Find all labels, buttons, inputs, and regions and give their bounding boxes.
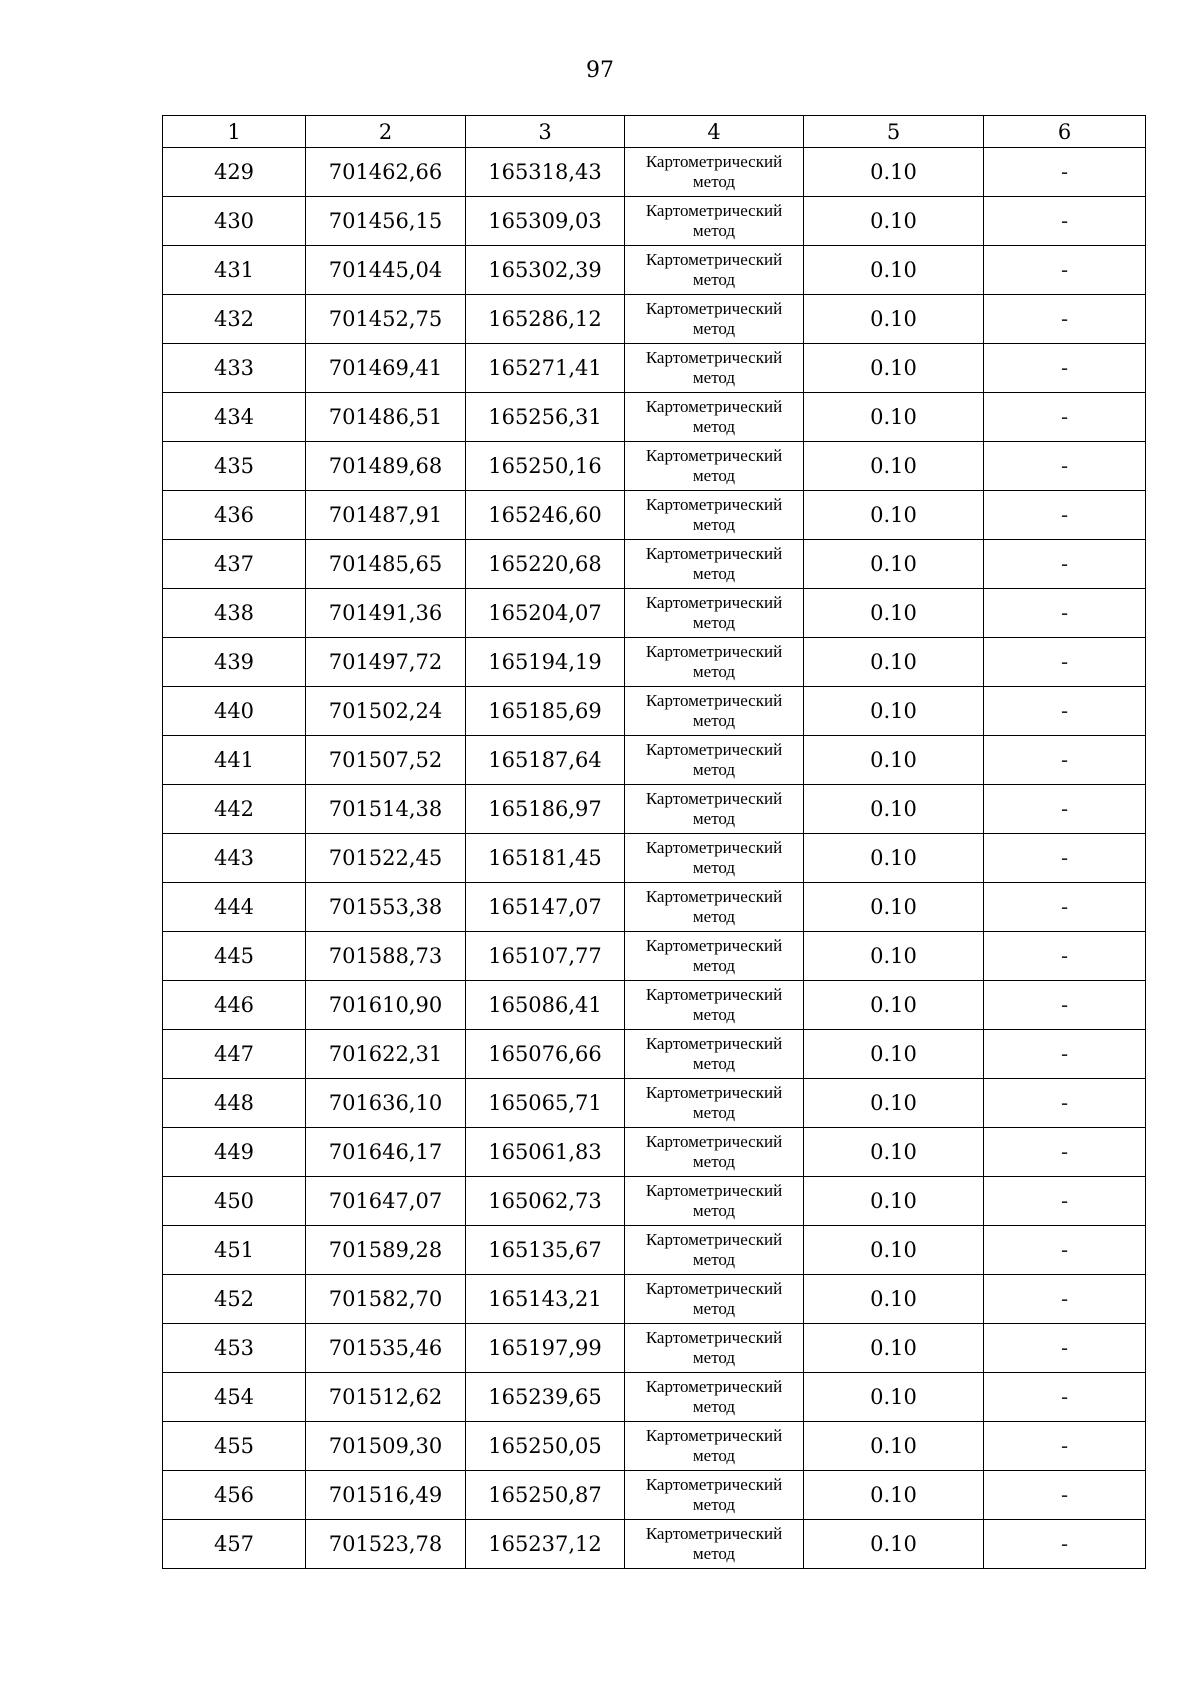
- method-line-1: Картометрический: [645, 936, 783, 955]
- method-line-2: метод: [692, 1446, 736, 1465]
- x-coordinate-cell: 701522,45: [306, 834, 466, 883]
- x-coordinate-cell: 701589,28: [306, 1226, 466, 1275]
- y-coordinate-cell: 165239,65: [466, 1373, 625, 1422]
- method-line-2: метод: [692, 662, 736, 681]
- accuracy-cell: 0.10: [804, 197, 984, 246]
- table-row: [163, 344, 1146, 393]
- note-cell: -: [984, 1373, 1146, 1422]
- note-cell: -: [984, 197, 1146, 246]
- note-cell: -: [984, 1520, 1146, 1569]
- table-row: [163, 1471, 1146, 1520]
- coordinates-table: [162, 115, 1146, 1569]
- x-coordinate-cell: 701622,31: [306, 1030, 466, 1079]
- column-header: 2: [306, 116, 466, 148]
- accuracy-cell: 0.10: [804, 1275, 984, 1324]
- x-coordinate-cell: 701514,38: [306, 785, 466, 834]
- method-line-2: метод: [692, 466, 736, 485]
- method-line-1: Картометрический: [645, 1132, 783, 1151]
- method-line-1: Картометрический: [645, 593, 783, 612]
- table-row: [163, 1226, 1146, 1275]
- method-cell: [625, 1177, 804, 1226]
- x-coordinate-cell: 701535,46: [306, 1324, 466, 1373]
- y-coordinate-cell: 165204,07: [466, 589, 625, 638]
- x-coordinate-cell: 701452,75: [306, 295, 466, 344]
- y-coordinate-cell: 165143,21: [466, 1275, 625, 1324]
- method-cell: [625, 981, 804, 1030]
- y-coordinate-cell: 165246,60: [466, 491, 625, 540]
- x-coordinate-cell: 701553,38: [306, 883, 466, 932]
- point-number-cell: 449: [163, 1128, 306, 1177]
- accuracy-cell: 0.10: [804, 295, 984, 344]
- note-cell: -: [984, 246, 1146, 295]
- y-coordinate-cell: 165086,41: [466, 981, 625, 1030]
- table-row: [163, 295, 1146, 344]
- accuracy-cell: 0.10: [804, 1471, 984, 1520]
- x-coordinate-cell: 701456,15: [306, 197, 466, 246]
- method-line-1: Картометрический: [645, 397, 783, 416]
- method-cell: [625, 1275, 804, 1324]
- table-row: [163, 1324, 1146, 1373]
- method-cell: [625, 540, 804, 589]
- accuracy-cell: 0.10: [804, 148, 984, 197]
- column-header: 4: [625, 116, 804, 148]
- method-cell: [625, 148, 804, 197]
- method-line-1: Картометрический: [645, 348, 783, 367]
- y-coordinate-cell: 165062,73: [466, 1177, 625, 1226]
- table-row: [163, 540, 1146, 589]
- point-number-cell: 450: [163, 1177, 306, 1226]
- method-cell: [625, 393, 804, 442]
- point-number-cell: 442: [163, 785, 306, 834]
- note-cell: -: [984, 883, 1146, 932]
- method-line-1: Картометрический: [645, 299, 783, 318]
- note-cell: -: [984, 344, 1146, 393]
- method-line-1: Картометрический: [645, 887, 783, 906]
- y-coordinate-cell: 165061,83: [466, 1128, 625, 1177]
- method-line-2: метод: [692, 270, 736, 289]
- point-number-cell: 437: [163, 540, 306, 589]
- method-line-1: Картометрический: [645, 1181, 783, 1200]
- method-line-2: метод: [692, 809, 736, 828]
- x-coordinate-cell: 701582,70: [306, 1275, 466, 1324]
- method-cell: [625, 197, 804, 246]
- accuracy-cell: 0.10: [804, 1373, 984, 1422]
- accuracy-cell: 0.10: [804, 736, 984, 785]
- method-line-2: метод: [692, 1299, 736, 1318]
- note-cell: -: [984, 785, 1146, 834]
- method-line-2: метод: [692, 1348, 736, 1367]
- point-number-cell: 443: [163, 834, 306, 883]
- note-cell: -: [984, 1275, 1146, 1324]
- method-line-2: метод: [692, 564, 736, 583]
- point-number-cell: 434: [163, 393, 306, 442]
- table-row: [163, 1079, 1146, 1128]
- point-number-cell: 456: [163, 1471, 306, 1520]
- y-coordinate-cell: 165309,03: [466, 197, 625, 246]
- note-cell: -: [984, 687, 1146, 736]
- accuracy-cell: 0.10: [804, 834, 984, 883]
- note-cell: -: [984, 442, 1146, 491]
- x-coordinate-cell: 701491,36: [306, 589, 466, 638]
- point-number-cell: 438: [163, 589, 306, 638]
- accuracy-cell: 0.10: [804, 344, 984, 393]
- table-row: [163, 883, 1146, 932]
- table-row: [163, 736, 1146, 785]
- method-cell: [625, 736, 804, 785]
- point-number-cell: 439: [163, 638, 306, 687]
- table-row: [163, 932, 1146, 981]
- method-cell: [625, 1128, 804, 1177]
- method-line-1: Картометрический: [645, 1034, 783, 1053]
- method-cell: [625, 932, 804, 981]
- y-coordinate-cell: 165250,16: [466, 442, 625, 491]
- method-cell: [625, 785, 804, 834]
- y-coordinate-cell: 165076,66: [466, 1030, 625, 1079]
- method-cell: [625, 1422, 804, 1471]
- point-number-cell: 452: [163, 1275, 306, 1324]
- point-number-cell: 445: [163, 932, 306, 981]
- method-cell: [625, 1030, 804, 1079]
- method-line-2: метод: [692, 417, 736, 436]
- table-row: [163, 1030, 1146, 1079]
- point-number-cell: 441: [163, 736, 306, 785]
- accuracy-cell: 0.10: [804, 1030, 984, 1079]
- note-cell: -: [984, 638, 1146, 687]
- x-coordinate-cell: 701523,78: [306, 1520, 466, 1569]
- note-cell: -: [984, 148, 1146, 197]
- table-row: [163, 491, 1146, 540]
- method-line-1: Картометрический: [645, 152, 783, 171]
- method-line-1: Картометрический: [645, 201, 783, 220]
- note-cell: -: [984, 1128, 1146, 1177]
- method-line-1: Картометрический: [645, 1083, 783, 1102]
- method-line-2: метод: [692, 1201, 736, 1220]
- method-line-2: метод: [692, 368, 736, 387]
- y-coordinate-cell: 165271,41: [466, 344, 625, 393]
- column-header: 5: [804, 116, 984, 148]
- point-number-cell: 455: [163, 1422, 306, 1471]
- method-line-2: метод: [692, 1495, 736, 1514]
- y-coordinate-cell: 165185,69: [466, 687, 625, 736]
- note-cell: -: [984, 1471, 1146, 1520]
- point-number-cell: 436: [163, 491, 306, 540]
- accuracy-cell: 0.10: [804, 393, 984, 442]
- table-row: [163, 589, 1146, 638]
- point-number-cell: 457: [163, 1520, 306, 1569]
- x-coordinate-cell: 701462,66: [306, 148, 466, 197]
- x-coordinate-cell: 701469,41: [306, 344, 466, 393]
- method-cell: [625, 1226, 804, 1275]
- column-header: 3: [466, 116, 625, 148]
- method-line-2: метод: [692, 1544, 736, 1563]
- accuracy-cell: 0.10: [804, 1128, 984, 1177]
- table-row: [163, 442, 1146, 491]
- table-row: [163, 393, 1146, 442]
- method-line-1: Картометрический: [645, 1475, 783, 1494]
- table-row: [163, 981, 1146, 1030]
- y-coordinate-cell: 165302,39: [466, 246, 625, 295]
- method-line-2: метод: [692, 1005, 736, 1024]
- method-line-1: Картометрический: [645, 642, 783, 661]
- accuracy-cell: 0.10: [804, 981, 984, 1030]
- method-cell: [625, 834, 804, 883]
- table-row: [163, 687, 1146, 736]
- method-cell: [625, 491, 804, 540]
- note-cell: -: [984, 1079, 1146, 1128]
- accuracy-cell: 0.10: [804, 785, 984, 834]
- method-cell: [625, 1373, 804, 1422]
- method-line-1: Картометрический: [645, 1328, 783, 1347]
- point-number-cell: 430: [163, 197, 306, 246]
- method-cell: [625, 589, 804, 638]
- method-line-1: Картометрический: [645, 1230, 783, 1249]
- x-coordinate-cell: 701486,51: [306, 393, 466, 442]
- accuracy-cell: 0.10: [804, 442, 984, 491]
- point-number-cell: 454: [163, 1373, 306, 1422]
- accuracy-cell: 0.10: [804, 1422, 984, 1471]
- method-cell: [625, 295, 804, 344]
- point-number-cell: 451: [163, 1226, 306, 1275]
- table-row: [163, 246, 1146, 295]
- table-row: [163, 1275, 1146, 1324]
- point-number-cell: 432: [163, 295, 306, 344]
- accuracy-cell: 0.10: [804, 883, 984, 932]
- column-header: 6: [984, 116, 1146, 148]
- x-coordinate-cell: 701610,90: [306, 981, 466, 1030]
- y-coordinate-cell: 165135,67: [466, 1226, 625, 1275]
- x-coordinate-cell: 701502,24: [306, 687, 466, 736]
- y-coordinate-cell: 165237,12: [466, 1520, 625, 1569]
- accuracy-cell: 0.10: [804, 932, 984, 981]
- x-coordinate-cell: 701588,73: [306, 932, 466, 981]
- point-number-cell: 433: [163, 344, 306, 393]
- point-number-cell: 444: [163, 883, 306, 932]
- method-line-2: метод: [692, 1152, 736, 1171]
- x-coordinate-cell: 701512,62: [306, 1373, 466, 1422]
- x-coordinate-cell: 701646,17: [306, 1128, 466, 1177]
- note-cell: -: [984, 1177, 1146, 1226]
- accuracy-cell: 0.10: [804, 1324, 984, 1373]
- note-cell: -: [984, 491, 1146, 540]
- y-coordinate-cell: 165250,05: [466, 1422, 625, 1471]
- table-row: [163, 638, 1146, 687]
- accuracy-cell: 0.10: [804, 638, 984, 687]
- table-row: [163, 1422, 1146, 1471]
- x-coordinate-cell: 701509,30: [306, 1422, 466, 1471]
- method-line-2: метод: [692, 760, 736, 779]
- y-coordinate-cell: 165318,43: [466, 148, 625, 197]
- method-line-2: метод: [692, 221, 736, 240]
- table-body: [163, 116, 1146, 1569]
- x-coordinate-cell: 701647,07: [306, 1177, 466, 1226]
- table-row: [163, 1373, 1146, 1422]
- accuracy-cell: 0.10: [804, 589, 984, 638]
- y-coordinate-cell: 165286,12: [466, 295, 625, 344]
- table-row: [163, 1520, 1146, 1569]
- method-line-2: метод: [692, 956, 736, 975]
- y-coordinate-cell: 165147,07: [466, 883, 625, 932]
- note-cell: -: [984, 295, 1146, 344]
- x-coordinate-cell: 701516,49: [306, 1471, 466, 1520]
- method-line-1: Картометрический: [645, 985, 783, 1004]
- y-coordinate-cell: 165256,31: [466, 393, 625, 442]
- x-coordinate-cell: 701636,10: [306, 1079, 466, 1128]
- accuracy-cell: 0.10: [804, 491, 984, 540]
- y-coordinate-cell: 165065,71: [466, 1079, 625, 1128]
- point-number-cell: 431: [163, 246, 306, 295]
- note-cell: -: [984, 1226, 1146, 1275]
- method-cell: [625, 1520, 804, 1569]
- note-cell: -: [984, 540, 1146, 589]
- method-cell: [625, 442, 804, 491]
- page-number: 97: [586, 58, 614, 83]
- table-row: [163, 197, 1146, 246]
- method-line-2: метод: [692, 613, 736, 632]
- table-row: [163, 785, 1146, 834]
- point-number-cell: 453: [163, 1324, 306, 1373]
- method-line-2: метод: [692, 907, 736, 926]
- method-line-2: метод: [692, 172, 736, 191]
- method-line-2: метод: [692, 319, 736, 338]
- method-cell: [625, 638, 804, 687]
- x-coordinate-cell: 701507,52: [306, 736, 466, 785]
- method-line-1: Картометрический: [645, 446, 783, 465]
- point-number-cell: 435: [163, 442, 306, 491]
- note-cell: -: [984, 932, 1146, 981]
- method-cell: [625, 1471, 804, 1520]
- table-row: [163, 834, 1146, 883]
- y-coordinate-cell: 165194,19: [466, 638, 625, 687]
- accuracy-cell: 0.10: [804, 1177, 984, 1226]
- note-cell: -: [984, 736, 1146, 785]
- note-cell: -: [984, 1030, 1146, 1079]
- note-cell: -: [984, 981, 1146, 1030]
- y-coordinate-cell: 165186,97: [466, 785, 625, 834]
- y-coordinate-cell: 165107,77: [466, 932, 625, 981]
- y-coordinate-cell: 165187,64: [466, 736, 625, 785]
- method-cell: [625, 344, 804, 393]
- note-cell: -: [984, 589, 1146, 638]
- method-line-2: метод: [692, 1054, 736, 1073]
- method-line-1: Картометрический: [645, 838, 783, 857]
- method-line-1: Картометрический: [645, 1524, 783, 1543]
- accuracy-cell: 0.10: [804, 687, 984, 736]
- method-line-2: метод: [692, 1397, 736, 1416]
- point-number-cell: 446: [163, 981, 306, 1030]
- method-line-1: Картометрический: [645, 691, 783, 710]
- table-row: [163, 1177, 1146, 1226]
- column-header: 1: [163, 116, 306, 148]
- method-line-1: Картометрический: [645, 495, 783, 514]
- method-cell: [625, 1324, 804, 1373]
- accuracy-cell: 0.10: [804, 540, 984, 589]
- y-coordinate-cell: 165250,87: [466, 1471, 625, 1520]
- method-line-2: метод: [692, 515, 736, 534]
- y-coordinate-cell: 165181,45: [466, 834, 625, 883]
- note-cell: -: [984, 1422, 1146, 1471]
- method-line-1: Картометрический: [645, 1279, 783, 1298]
- table-row: [163, 1128, 1146, 1177]
- method-cell: [625, 883, 804, 932]
- x-coordinate-cell: 701497,72: [306, 638, 466, 687]
- x-coordinate-cell: 701485,65: [306, 540, 466, 589]
- method-line-2: метод: [692, 1103, 736, 1122]
- method-line-2: метод: [692, 1250, 736, 1269]
- method-line-1: Картометрический: [645, 250, 783, 269]
- accuracy-cell: 0.10: [804, 1520, 984, 1569]
- method-cell: [625, 246, 804, 295]
- method-line-1: Картометрический: [645, 789, 783, 808]
- method-cell: [625, 1079, 804, 1128]
- y-coordinate-cell: 165197,99: [466, 1324, 625, 1373]
- method-cell: [625, 687, 804, 736]
- table-row: [163, 148, 1146, 197]
- accuracy-cell: 0.10: [804, 1226, 984, 1275]
- method-line-2: метод: [692, 858, 736, 877]
- accuracy-cell: 0.10: [804, 1079, 984, 1128]
- accuracy-cell: 0.10: [804, 246, 984, 295]
- point-number-cell: 440: [163, 687, 306, 736]
- method-line-1: Картометрический: [645, 1426, 783, 1445]
- x-coordinate-cell: 701489,68: [306, 442, 466, 491]
- note-cell: -: [984, 834, 1146, 883]
- point-number-cell: 429: [163, 148, 306, 197]
- table-header-row: [163, 116, 1146, 148]
- y-coordinate-cell: 165220,68: [466, 540, 625, 589]
- method-line-1: Картометрический: [645, 544, 783, 563]
- method-line-2: метод: [692, 711, 736, 730]
- point-number-cell: 448: [163, 1079, 306, 1128]
- x-coordinate-cell: 701487,91: [306, 491, 466, 540]
- note-cell: -: [984, 393, 1146, 442]
- method-line-1: Картометрический: [645, 740, 783, 759]
- method-line-1: Картометрический: [645, 1377, 783, 1396]
- point-number-cell: 447: [163, 1030, 306, 1079]
- note-cell: -: [984, 1324, 1146, 1373]
- x-coordinate-cell: 701445,04: [306, 246, 466, 295]
